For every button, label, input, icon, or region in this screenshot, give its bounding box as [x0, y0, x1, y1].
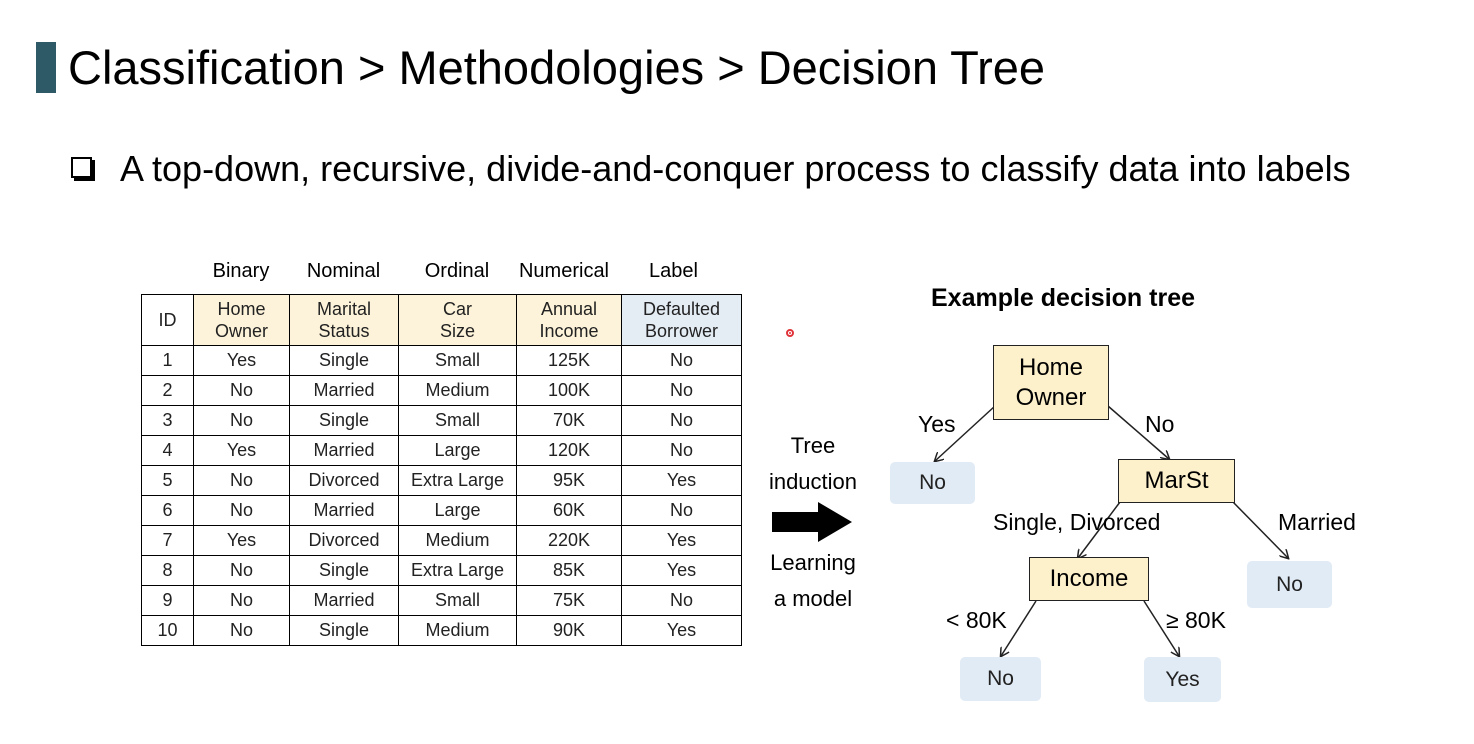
- cell-annual-income: 70K: [517, 406, 622, 436]
- type-label-binary: Binary: [212, 260, 270, 282]
- cell-home-owner: No: [194, 466, 290, 496]
- tree-leaf-married: [1247, 561, 1332, 608]
- cell-id: 6: [142, 496, 194, 526]
- header-marital-status-text: Marital Status: [316, 299, 371, 341]
- header-annual-income-text: Annual Income: [539, 299, 599, 341]
- cell-marital-status: Married: [290, 376, 399, 406]
- cell-defaulted-borrower: No: [622, 346, 742, 376]
- cell-id: 8: [142, 556, 194, 586]
- learning-model-line-1: Learning: [770, 550, 856, 575]
- cell-home-owner: No: [194, 376, 290, 406]
- tree-leaf-income-high: [1144, 657, 1221, 702]
- edge-label-married: Married: [1278, 509, 1356, 535]
- cell-annual-income: 125K: [517, 346, 622, 376]
- edge-label-ge-80k: ≥ 80K: [1166, 607, 1226, 633]
- cell-marital-status: Divorced: [290, 526, 399, 556]
- cell-home-owner: No: [194, 496, 290, 526]
- cell-id: 7: [142, 526, 194, 556]
- cell-home-owner: No: [194, 556, 290, 586]
- cell-defaulted-borrower: No: [622, 406, 742, 436]
- tree-leaf-income-low-text: No: [987, 667, 1014, 690]
- cell-annual-income: 85K: [517, 556, 622, 586]
- header-home-owner-text: Home Owner: [214, 299, 268, 341]
- cell-id: 5: [142, 466, 194, 496]
- cell-home-owner: No: [194, 406, 290, 436]
- cell-marital-status: Married: [290, 436, 399, 466]
- type-label-nominal: Nominal: [306, 260, 381, 282]
- tree-induction-line-2: induction: [768, 469, 858, 494]
- cell-car-size: Medium: [399, 616, 517, 646]
- cell-home-owner: Yes: [194, 436, 290, 466]
- edge-label-lt-80k: < 80K: [946, 607, 1007, 633]
- cell-car-size: Small: [399, 346, 517, 376]
- header-car-size-text: Car Size: [439, 299, 475, 341]
- tree-node-marst: [1118, 459, 1235, 503]
- type-label-ordinal: Ordinal: [424, 260, 490, 282]
- cell-home-owner: No: [194, 616, 290, 646]
- cell-defaulted-borrower: No: [622, 496, 742, 526]
- cell-defaulted-borrower: No: [622, 586, 742, 616]
- cell-home-owner: No: [194, 586, 290, 616]
- cell-annual-income: 100K: [517, 376, 622, 406]
- example-tree-title: Example decision tree: [931, 284, 1196, 312]
- tree-induction-line-1: Tree: [790, 433, 836, 458]
- tree-leaf-root-yes: [890, 462, 975, 504]
- cell-annual-income: 220K: [517, 526, 622, 556]
- cell-defaulted-borrower: No: [622, 376, 742, 406]
- tree-leaf-income-high-text: Yes: [1165, 667, 1200, 691]
- tree-node-marst-text: MarSt: [1144, 467, 1209, 494]
- cell-marital-status: Single: [290, 406, 399, 436]
- cell-id: 4: [142, 436, 194, 466]
- cell-defaulted-borrower: No: [622, 436, 742, 466]
- type-label-label: Label: [649, 260, 698, 282]
- cell-defaulted-borrower: Yes: [622, 556, 742, 586]
- tree-node-home-owner-text: Home Owner: [1015, 353, 1087, 411]
- cell-id: 1: [142, 346, 194, 376]
- slide-title: Classification > Methodologies > Decision Tree: [68, 41, 1046, 94]
- edge-label-single-divorced: Single, Divorced: [993, 509, 1161, 535]
- cell-annual-income: 60K: [517, 496, 622, 526]
- cell-annual-income: 90K: [517, 616, 622, 646]
- bullet-text: A top-down, recursive, divide-and-conquer process to classify data into labels: [120, 148, 1351, 189]
- cell-car-size: Large: [399, 496, 517, 526]
- cell-car-size: Small: [399, 406, 517, 436]
- cell-car-size: Small: [399, 586, 517, 616]
- cell-marital-status: Single: [290, 556, 399, 586]
- type-label-numerical: Numerical: [518, 260, 610, 282]
- cell-car-size: Large: [399, 436, 517, 466]
- cell-home-owner: Yes: [194, 526, 290, 556]
- cell-defaulted-borrower: Yes: [622, 466, 742, 496]
- cell-marital-status: Divorced: [290, 466, 399, 496]
- tree-node-home-owner: [993, 345, 1109, 420]
- header-id-text: ID: [158, 310, 177, 330]
- cell-marital-status: Single: [290, 616, 399, 646]
- cell-car-size: Extra Large: [399, 556, 517, 586]
- learning-model-line-2: a model: [773, 586, 853, 611]
- cell-car-size: Medium: [399, 526, 517, 556]
- cell-id: 2: [142, 376, 194, 406]
- cell-annual-income: 75K: [517, 586, 622, 616]
- cell-marital-status: Single: [290, 346, 399, 376]
- edge-label-no: No: [1145, 411, 1175, 437]
- tree-leaf-income-low: [960, 657, 1041, 701]
- cell-car-size: Medium: [399, 376, 517, 406]
- cell-id: 9: [142, 586, 194, 616]
- tree-node-income: [1029, 557, 1149, 601]
- cell-car-size: Extra Large: [399, 466, 517, 496]
- cell-annual-income: 95K: [517, 466, 622, 496]
- tree-leaf-married-text: No: [1276, 572, 1303, 596]
- cell-id: 3: [142, 406, 194, 436]
- edge-label-yes: Yes: [918, 411, 956, 437]
- cell-annual-income: 120K: [517, 436, 622, 466]
- cell-marital-status: Married: [290, 586, 399, 616]
- cell-defaulted-borrower: Yes: [622, 526, 742, 556]
- cell-id: 10: [142, 616, 194, 646]
- tree-leaf-root-yes-text: No: [919, 471, 946, 494]
- tree-node-income-text: Income: [1049, 565, 1129, 592]
- cell-marital-status: Married: [290, 496, 399, 526]
- cell-home-owner: Yes: [194, 346, 290, 376]
- cell-defaulted-borrower: Yes: [622, 616, 742, 646]
- header-defaulted-borrower-text: Defaulted Borrower: [642, 299, 721, 341]
